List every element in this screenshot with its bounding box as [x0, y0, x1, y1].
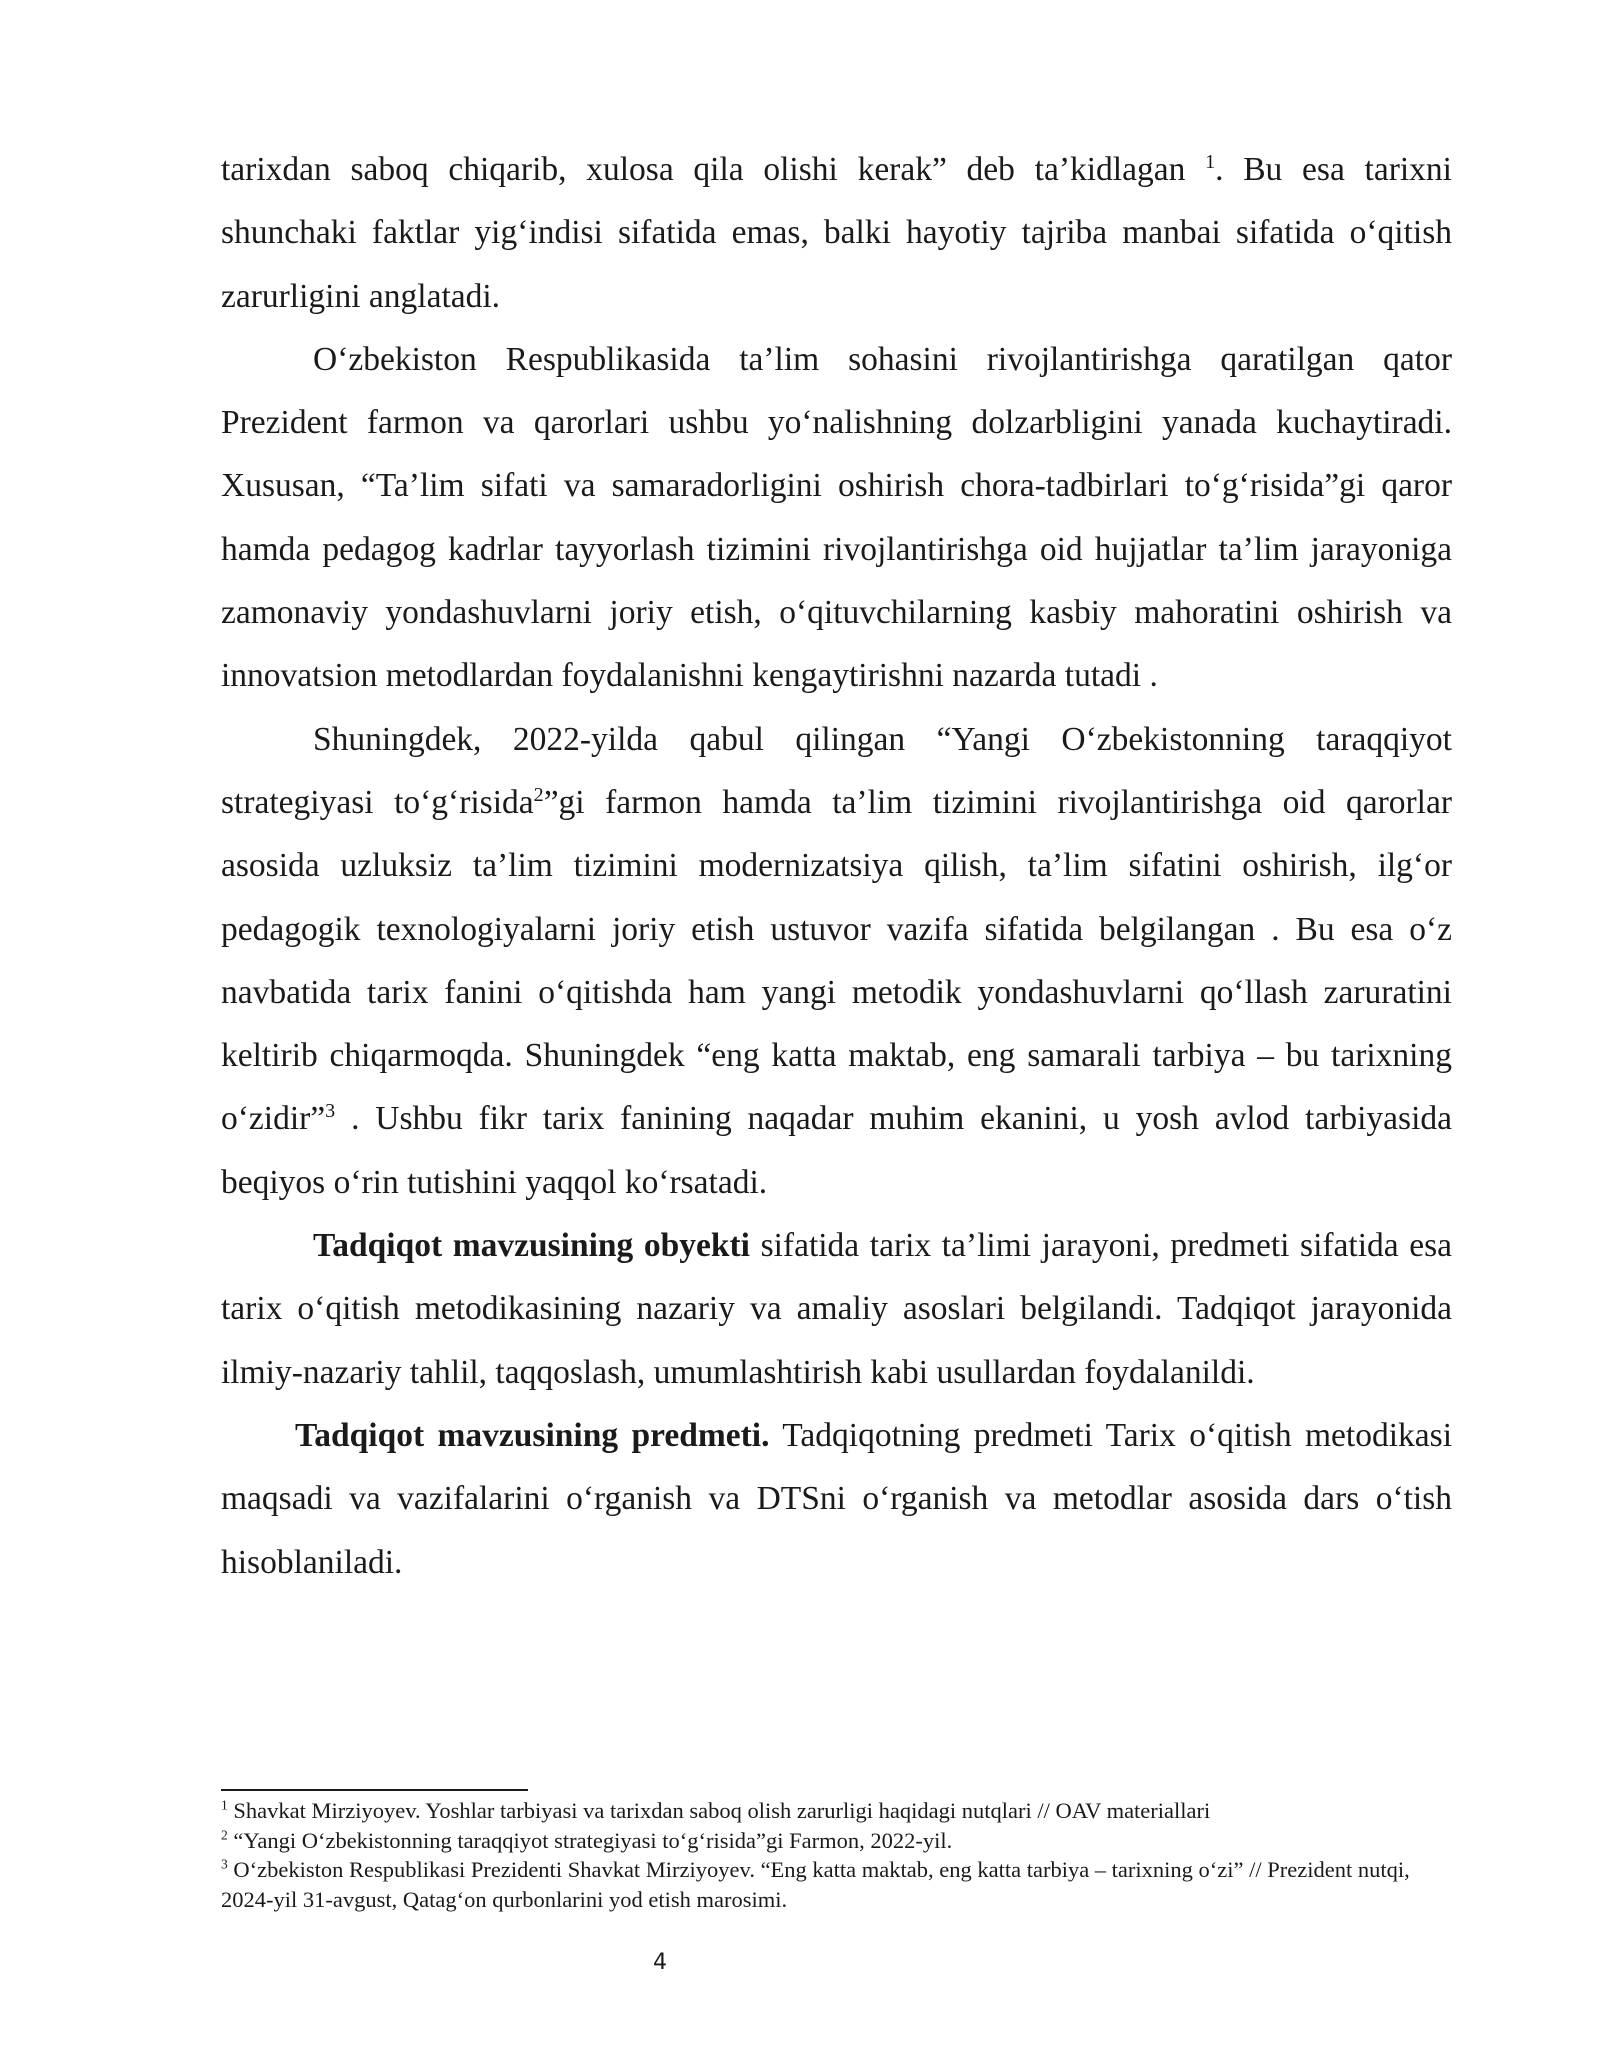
footnote-mark: 1 — [221, 1797, 228, 1813]
footnote-ref-2[interactable]: 2 — [533, 783, 544, 806]
footnote-2 — [221, 1826, 1452, 1856]
footnote-3 — [221, 1855, 1452, 1914]
footnote-mark: 2 — [221, 1827, 228, 1842]
paragraph-text: tarixdan saboq chiqarib, xulosa qila olishi kerak” deb ta’kidlagan — [221, 151, 1206, 188]
footnote-ref-1[interactable]: 1 — [1205, 150, 1216, 173]
body-text — [221, 138, 1452, 1594]
footnote-ref-3[interactable]: 3 — [325, 1100, 336, 1123]
paragraph-3 — [221, 708, 1452, 1214]
footnote-1 — [221, 1796, 1452, 1826]
footnote-separator — [221, 1789, 528, 1791]
paragraph-text: Shuningdek, 2022-yilda qabul qilingan “Yangi O‘zbekistonning taraqqiyot strategiyasi to‘g‘risida — [221, 720, 1452, 821]
paragraph-2 — [221, 328, 1452, 708]
paragraph-1 — [221, 138, 1452, 328]
paragraph-text: O‘zbekiston Respublikasida ta’lim sohasini rivojlantirishga qaratilgan qator Prezident farmon va qarorlari ushbu yo‘nalishning dolzarbligini yanada kuchaytiradi. Xususan, “Ta’lim sifati va samaradorligini oshirish chora-tadbirlari to‘g‘risida”gi qaror hamda pedagog kadrlar tayyorlash tizimini rivojlantirishga oid hujjatlar ta’lim jarayoniga zamonaviy yondashuvlarni joriy etish, o‘qituvchilarning kasbiy mahoratini oshirish va innovatsion metodlardan foydalanishni kengaytirishni nazarda tutadi . — [221, 340, 1452, 695]
footnote-text: “Yangi O‘zbekistonning taraqqiyot strategiyasi to‘g‘risida”gi Farmon, 2022-yil. — [227, 1827, 953, 1853]
bold-heading-object: Tadqiqot mavzusining obyekti — [313, 1227, 750, 1265]
page-number: 4 — [653, 1950, 667, 1975]
bold-heading-subject: Tadqiqot mavzusining predmeti. — [295, 1416, 770, 1454]
paragraph-text: . Ushbu fikr tarix fanining naqadar muhim ekanini, u yosh avlod tarbiyasida beqiyos o‘rin tutishini yaqqol ko‘rsatadi. — [221, 1100, 1452, 1201]
footnote-text: O‘zbekiston Respublikasi Prezidenti Shavkat Mirziyoyev. “Eng katta maktab, eng katta tarbiya – tarixning o‘zi” // Prezident nutqi, 2024-yil 31-avgust, Qatag‘on qurbonlarini yod etish marosimi. — [221, 1857, 1410, 1912]
footnotes — [221, 1796, 1452, 1914]
footnote-text: Shavkat Mirziyoyev. Yoshlar tarbiyasi va tarixdan saboq olish zarurligi haqidagi nutqlari // OAV materiallari — [227, 1798, 1211, 1823]
footnote-mark: 3 — [221, 1856, 228, 1872]
paragraph-text: Tadqiqotning predmeti Tarix o‘qitish metodikasi maqsadi va vazifalarini o‘rganish va DTSni o‘rganish va metodlar asosida dars o‘tish hisoblaniladi. — [221, 1416, 1452, 1581]
paragraph-text: sifatida tarix ta’limi jarayoni, predmeti sifatida esa tarix o‘qitish metodikasining nazariy va amaliy asoslari belgilandi. Tadqiqot jarayonida ilmiy-nazariy tahlil, taqqoslash, umumlashtirish kabi usullardan foydalanildi. — [221, 1227, 1452, 1391]
paragraph-text: . Bu esa tarixni shunchaki faktlar yig‘indisi sifatida emas, balki hayotiy tajriba manbai sifatida o‘qitish zarurligini anglatadi. — [221, 151, 1452, 315]
paragraph-research-object — [221, 1214, 1452, 1404]
paragraph-research-subject — [221, 1404, 1452, 1594]
paragraph-text: ”gi farmon hamda ta’lim tizimini rivojlantirishga oid qarorlar asosida uzluksiz ta’lim tizimini modernizatsiya qilish, ta’lim sifatini oshirish, ilg‘or pedagogik texnologiyalarni joriy etish ustuvor vazifa sifatida belgilangan . Bu esa o‘z navbatida tarix fanini o‘qitishda ham yangi metodik yondashuvlarni qo‘llash zaruratini keltirib chiqarmoqda. Shuningdek “eng katta maktab, eng samarali tarbiya – bu tarixning o‘zidir” — [221, 783, 1452, 1138]
